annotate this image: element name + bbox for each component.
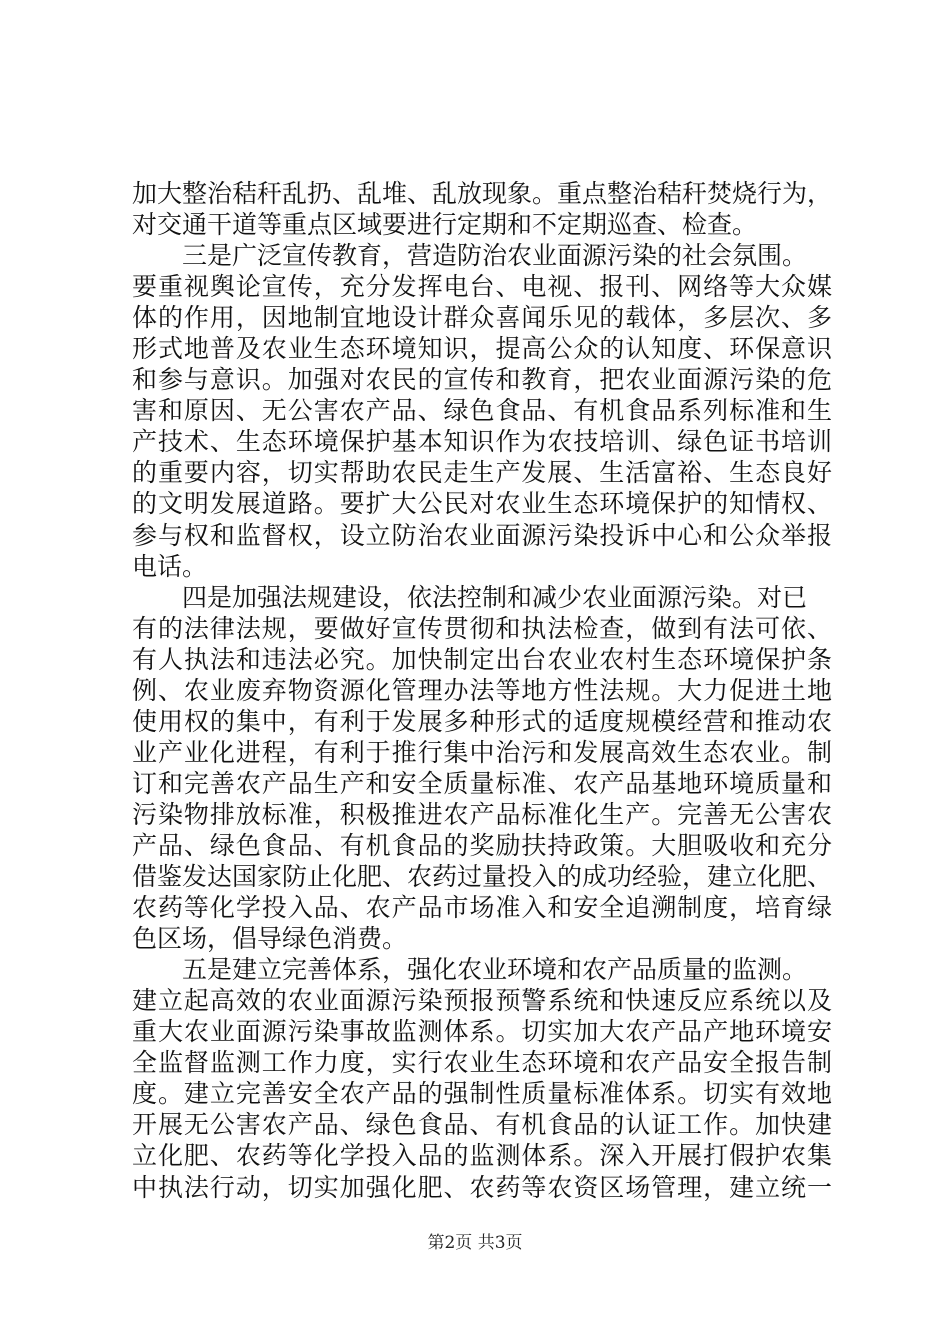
paragraph-first-line: 五是建立完善体系，强化农业环境和农产品质量的监测。 — [182, 955, 808, 985]
text-line: 要重视舆论宣传，充分发挥电台、电视、报刊、网络等大众媒 — [132, 272, 832, 302]
text-line: 订和完善农产品生产和安全质量标准、农产品基地环境质量和 — [132, 768, 832, 798]
text-line: 借鉴发达国家防止化肥、农药过量投入的成功经验，建立化肥、 — [132, 862, 833, 892]
text-line: 重大农业面源污染事故监测体系。切实加大农产品产地环境安 — [132, 1017, 832, 1047]
text-line: 色区场，倡导绿色消费。 — [132, 924, 408, 954]
text-line: 产品、绿色食品、有机食品的奖励扶持政策。大胆吸收和充分 — [132, 830, 832, 860]
text-line: 农药等化学投入品、农产品市场准入和安全追溯制度，培育绿 — [132, 893, 832, 923]
text-line: 体的作用，因地制宜地设计群众喜闻乐见的载体，多层次、多 — [132, 303, 832, 333]
text-line: 电话。 — [132, 551, 208, 581]
text-line: 的文明发展道路。要扩大公民对农业生态环境保护的知情权、 — [132, 489, 832, 519]
text-line: 全监督监测工作力度，实行农业生态环境和农产品安全报告制 — [132, 1048, 832, 1078]
text-line: 加大整治秸秆乱扔、乱堆、乱放现象。重点整治秸秆焚烧行为， — [132, 179, 833, 208]
text-line: 有的法律法规，要做好宣传贯彻和执法检查，做到有法可依、 — [132, 613, 832, 643]
text-line: 的重要内容，切实帮助农民走生产发展、生活富裕、生态良好 — [132, 458, 832, 488]
text-line: 开展无公害农产品、绿色食品、有机食品的认证工作。加快建 — [132, 1110, 832, 1140]
text-line: 使用权的集中，有利于发展多种形式的适度规模经营和推动农 — [132, 706, 832, 736]
page-number-footer: 第2页 共3页 — [427, 1233, 523, 1253]
paragraph-first-line: 四是加强法规建设，依法控制和减少农业面源污染。对已 — [182, 582, 808, 612]
text-line: 形式地普及农业生态环境知识，提高公众的认知度、环保意识 — [132, 334, 832, 364]
text-line: 参与权和监督权，设立防治农业面源污染投诉中心和公众举报 — [132, 520, 832, 550]
text-line: 立化肥、农药等化学投入品的监测体系。深入开展打假护农集 — [132, 1141, 832, 1171]
text-line: 污染物排放标准，积极推进农产品标准化生产。完善无公害农 — [132, 799, 832, 829]
paragraph-first-line: 三是广泛宣传教育，营造防治农业面源污染的社会氛围。 — [182, 241, 808, 271]
text-line: 中执法行动，切实加强化肥、农药等农资区场管理，建立统一 — [132, 1172, 832, 1202]
document-body — [132, 178, 832, 1203]
text-line: 度。建立完善安全农产品的强制性质量标准体系。切实有效地 — [132, 1079, 832, 1109]
text-line: 业产业化进程，有利于推行集中治污和发展高效生态农业。制 — [132, 737, 832, 767]
text-line: 例、农业废弃物资源化管理办法等地方性法规。大力促进土地 — [132, 675, 832, 705]
text-line: 有人执法和违法必究。加快制定出台农业农村生态环境保护条 — [132, 644, 832, 674]
text-line: 害和原因、无公害农产品、绿色食品、有机食品系列标准和生 — [132, 396, 832, 426]
text-line: 对交通干道等重点区域要进行定期和不定期巡查、检查。 — [132, 210, 758, 240]
text-line: 和参与意识。加强对农民的宣传和教育，把农业面源污染的危 — [132, 365, 832, 395]
text-line: 产技术、生态环境保护基本知识作为农技培训、绿色证书培训 — [132, 427, 832, 457]
text-line: 建立起高效的农业面源污染预报预警系统和快速反应系统以及 — [132, 986, 832, 1016]
